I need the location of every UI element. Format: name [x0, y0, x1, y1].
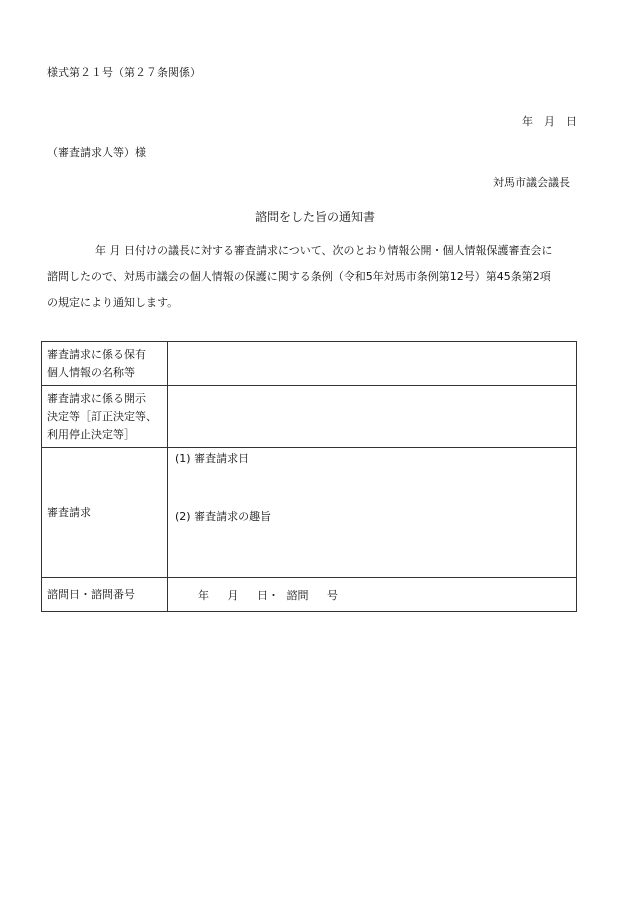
document-title: 諮問をした旨の通知書	[254, 210, 375, 224]
row-value-inquiry-date-number: 年 月 日・ 諮問 号	[168, 578, 577, 612]
row-label-review-request: 審査請求	[42, 448, 168, 578]
row-value-review-request	[168, 448, 577, 578]
review-request-date-item: (1) 審査請求日	[175, 452, 250, 465]
addressee: （審査請求人等）様	[47, 146, 146, 159]
body-line-1: 年 月 日付けの議長に対する審査請求について、次のとおり情報公開・個人情報保護審査会に	[95, 244, 553, 257]
body-line-2: 諮問したので、対馬市議会の個人情報の保護に関する条例（令和5年対馬市条例第12号）第45条第2項	[47, 270, 551, 283]
row-label-disclosure-decision	[42, 386, 168, 448]
label-line: 審査請求に係る保有	[47, 347, 146, 361]
table-row	[42, 448, 577, 578]
form-number: 様式第２１号（第２７条関係）	[47, 66, 201, 79]
review-request-purpose-item: (2) 審査請求の趣旨	[175, 510, 272, 523]
row-value-retained-info	[168, 342, 577, 386]
date-line: 年 月 日	[522, 115, 577, 128]
label-line: 利用停止決定等］	[47, 427, 135, 441]
label-line: 決定等［訂正決定等、	[47, 409, 157, 423]
label-line: 審査請求に係る開示	[47, 391, 146, 405]
body-text	[47, 238, 583, 316]
row-label-retained-info	[42, 342, 168, 386]
table-row	[42, 342, 577, 386]
sender: 対馬市議会議長	[493, 176, 570, 189]
info-table	[41, 341, 577, 612]
body-line-3: の規定により通知します。	[47, 296, 179, 309]
row-label-inquiry-date-number: 諮問日・諮問番号	[42, 578, 168, 612]
table-row	[42, 578, 577, 612]
row-value-disclosure-decision	[168, 386, 577, 448]
table-row	[42, 386, 577, 448]
label-line: 個人情報の名称等	[47, 365, 135, 379]
